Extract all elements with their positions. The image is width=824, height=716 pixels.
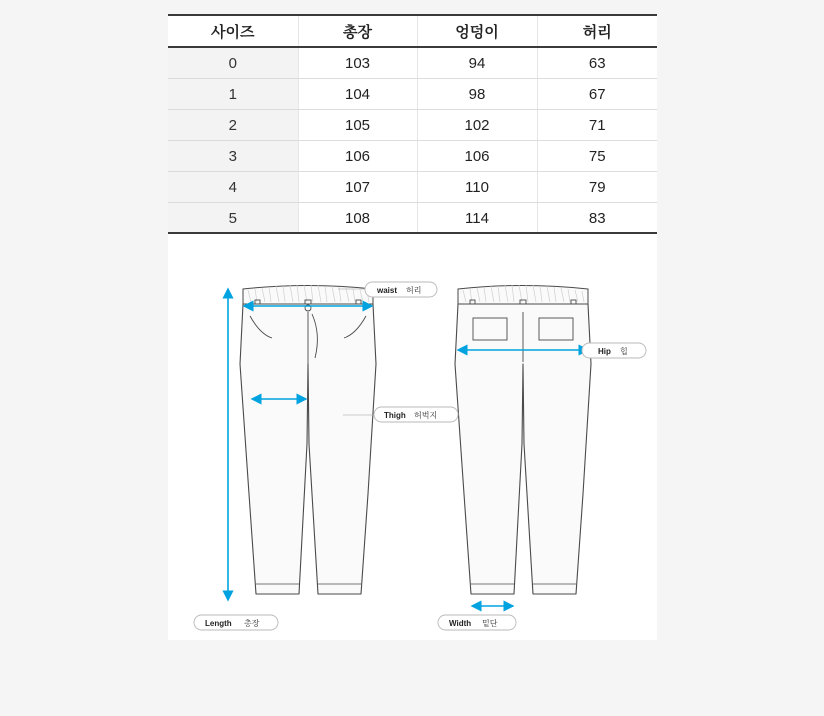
cell-length: 106 [298,141,417,172]
pants-back-illustration [455,285,591,594]
cell-waist: 63 [537,47,657,79]
label-hip-en: Hip [598,347,611,356]
size-table-container [168,14,657,235]
label-length-ko: 총장 [244,619,260,628]
table-row [168,47,657,79]
cell-waist: 79 [537,172,657,203]
column-header-length: 총장 [298,15,417,47]
table-row [168,141,657,172]
cell-hip: 94 [417,47,537,79]
label-waist-en: waist [377,286,398,295]
cell-length: 107 [298,172,417,203]
cell-size: 0 [168,47,298,79]
label-width-ko: 밑단 [482,619,498,628]
label-hip [582,343,646,358]
cell-length: 105 [298,110,417,141]
column-header-size: 사이즈 [168,15,298,47]
table-row [168,79,657,110]
label-waist-ko: 허리 [406,286,422,295]
cell-hip: 110 [417,172,537,203]
cell-length: 104 [298,79,417,110]
cell-length: 108 [298,203,417,235]
cell-size: 1 [168,79,298,110]
cell-hip: 106 [417,141,537,172]
column-header-hip: 엉덩이 [417,15,537,47]
cell-waist: 67 [537,79,657,110]
label-thigh-en: Thigh [384,411,406,420]
cell-size: 2 [168,110,298,141]
cell-waist: 71 [537,110,657,141]
cell-hip: 102 [417,110,537,141]
table-header-row [168,15,657,47]
label-width-en: Width [449,619,472,628]
cell-size: 3 [168,141,298,172]
cell-size: 4 [168,172,298,203]
table-row [168,110,657,141]
label-length-en: Length [205,619,232,628]
label-thigh [374,407,458,422]
pants-measurement-diagram [168,234,657,640]
table-row [168,203,657,235]
cell-hip: 114 [417,203,537,235]
cell-size: 5 [168,203,298,235]
label-waist [365,282,437,297]
table-row [168,172,657,203]
cell-length: 103 [298,47,417,79]
pants-front-illustration [240,285,376,594]
cell-waist: 75 [537,141,657,172]
cell-waist: 83 [537,203,657,235]
size-table [168,14,657,235]
label-hip-ko: 힙 [620,347,628,356]
label-thigh-ko: 허벅지 [414,411,438,420]
label-length [194,615,278,630]
column-header-waist: 허리 [537,15,657,47]
measurement-diagram-panel [168,232,657,640]
label-width [438,615,516,630]
cell-hip: 98 [417,79,537,110]
